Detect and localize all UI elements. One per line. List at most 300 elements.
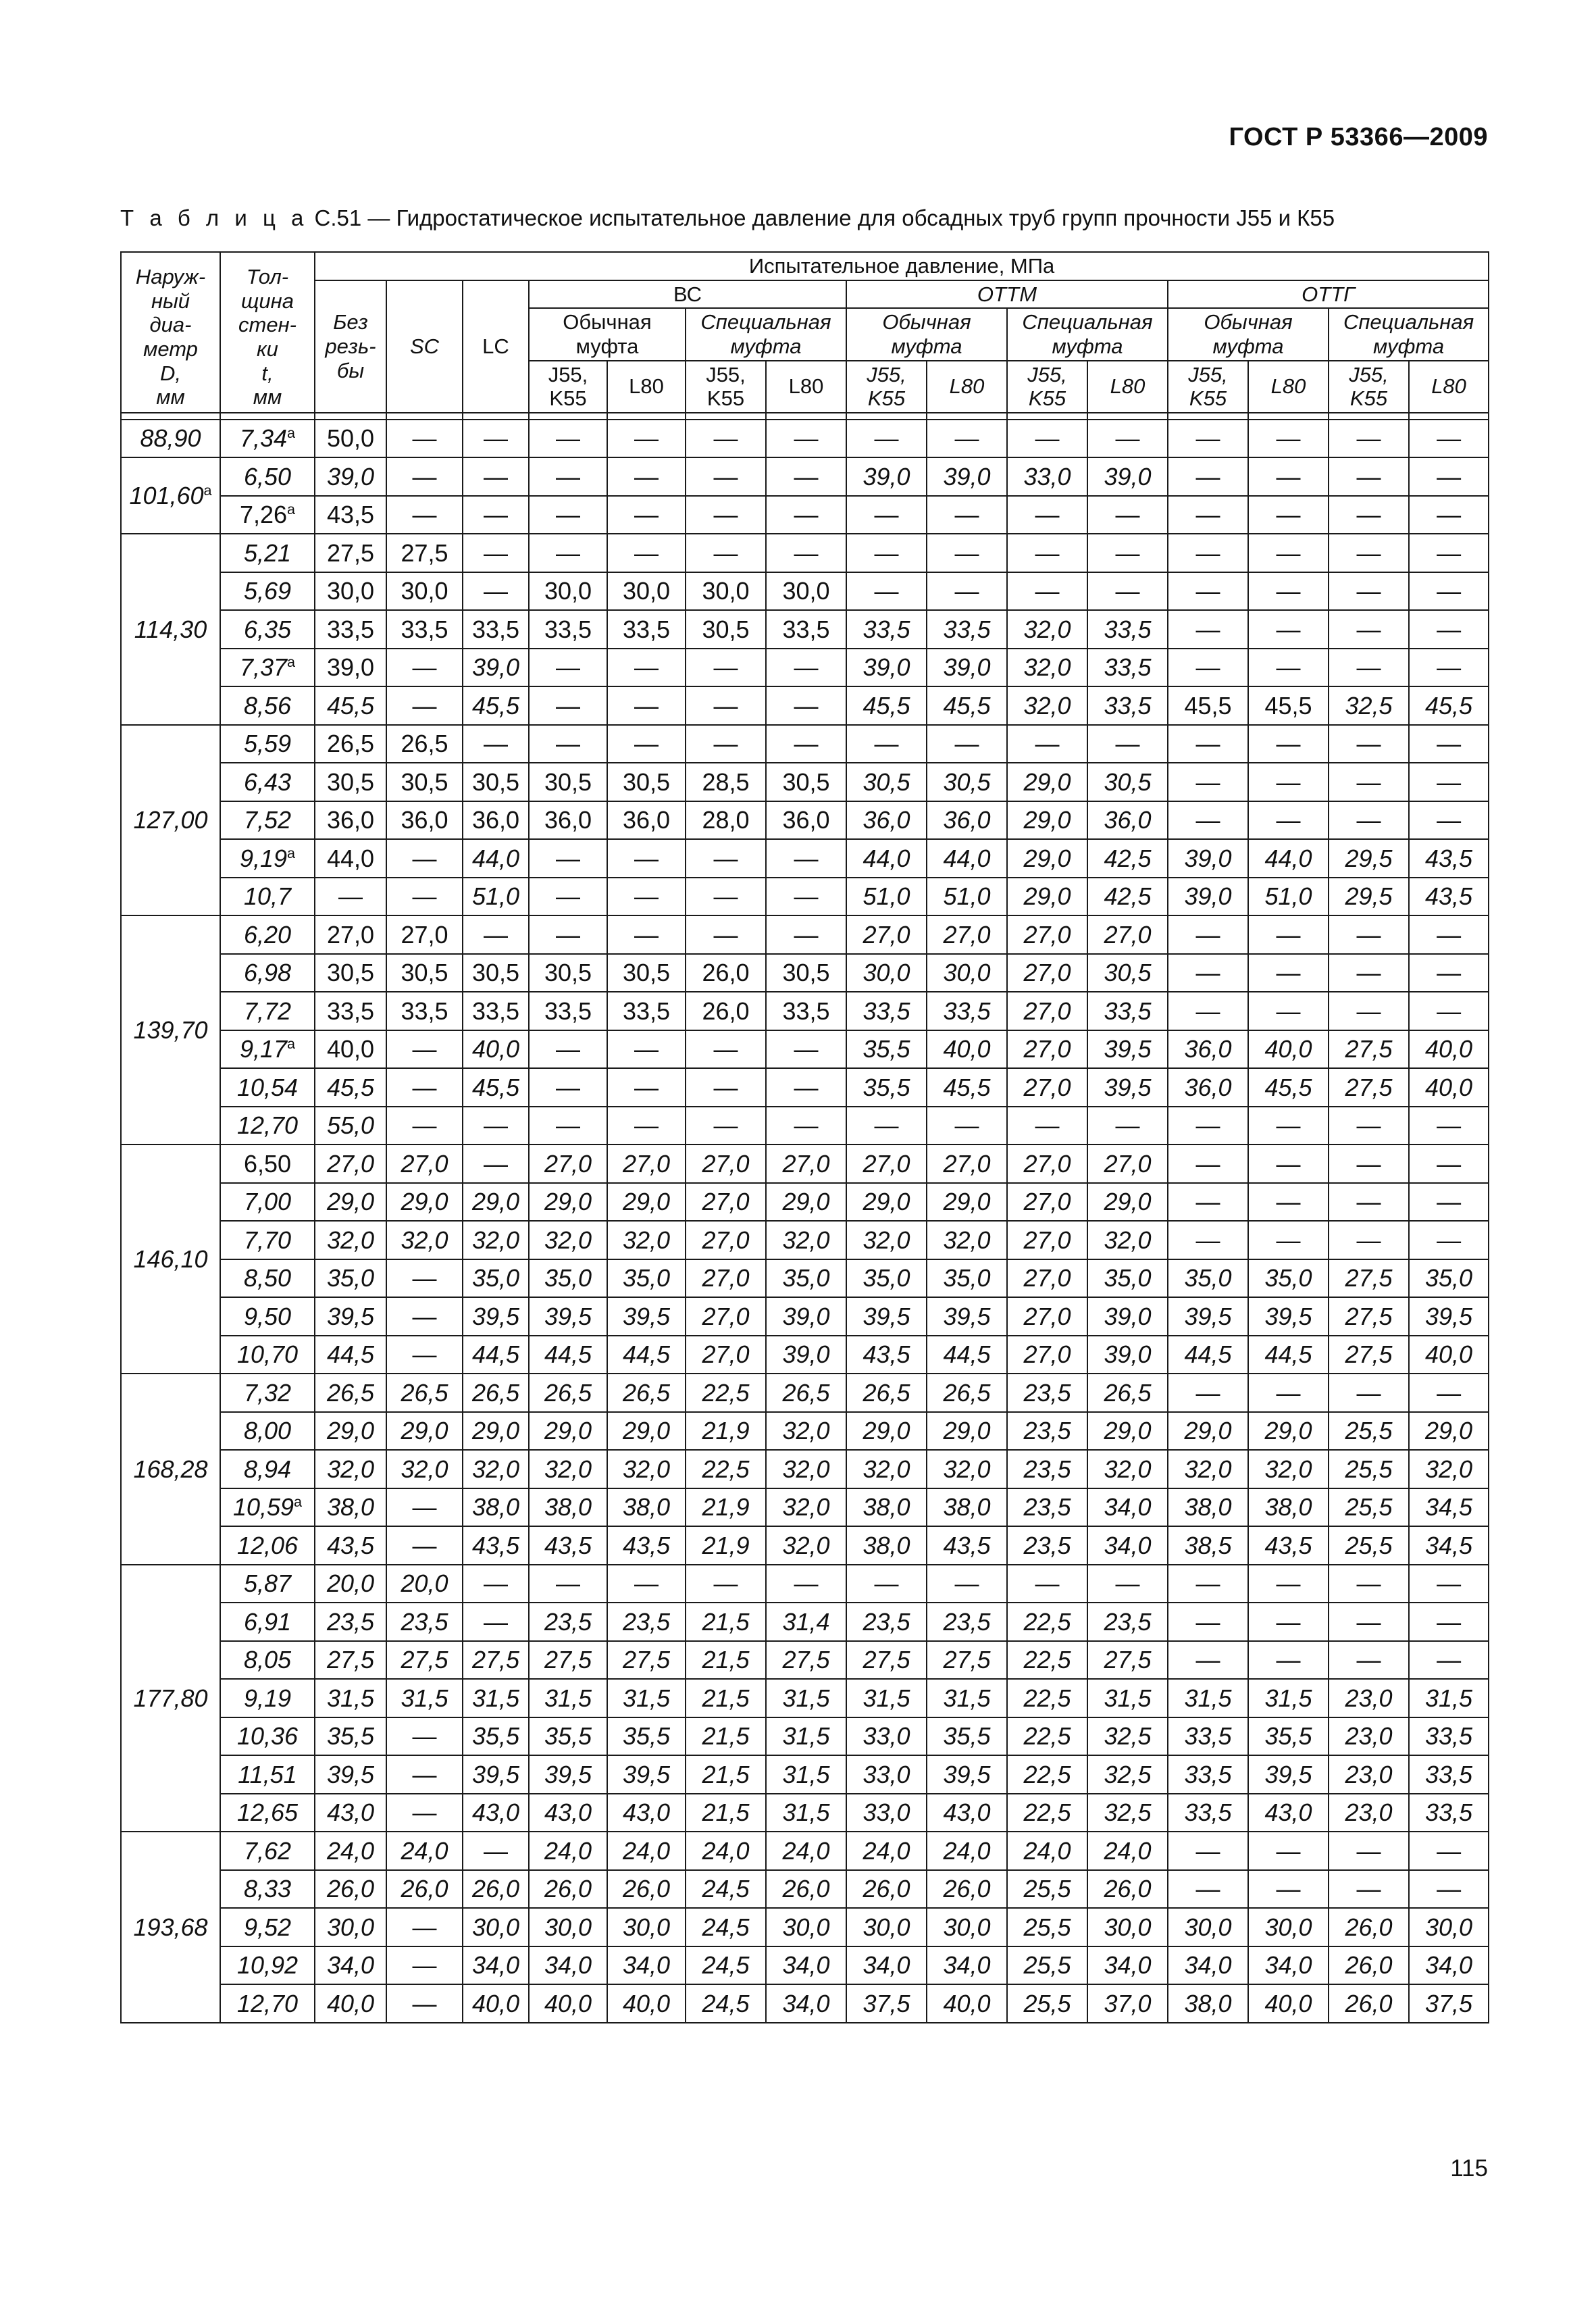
dash-cell: — bbox=[1409, 1221, 1489, 1259]
value-cell: 29,0 bbox=[1007, 763, 1087, 801]
header-grade-j55-k55: J55, K55 bbox=[686, 361, 766, 413]
dash-cell: — bbox=[1329, 725, 1409, 763]
dash-cell: — bbox=[1409, 496, 1489, 534]
thickness-cell: 7,00 bbox=[220, 1183, 315, 1222]
value-cell: 39,5 bbox=[529, 1297, 607, 1336]
value-cell: 39,0 bbox=[315, 649, 386, 687]
dash-cell: — bbox=[529, 1107, 607, 1145]
value-cell: 35,0 bbox=[1087, 1259, 1168, 1298]
value-cell: 23,5 bbox=[1007, 1450, 1087, 1488]
value-cell: 27,5 bbox=[607, 1641, 686, 1680]
value-cell: 22,5 bbox=[1007, 1679, 1087, 1717]
value-cell: 26,5 bbox=[927, 1374, 1007, 1412]
dash-cell: — bbox=[607, 649, 686, 687]
dash-cell: — bbox=[766, 534, 846, 572]
value-cell: 31,5 bbox=[766, 1755, 846, 1794]
value-cell: 22,5 bbox=[1007, 1641, 1087, 1680]
value-cell: 25,5 bbox=[1329, 1526, 1409, 1565]
table-row bbox=[121, 1870, 1489, 1909]
value-cell: 24,5 bbox=[686, 1870, 766, 1909]
value-cell: 39,5 bbox=[1248, 1755, 1329, 1794]
value-cell: 43,0 bbox=[927, 1794, 1007, 1832]
dash-cell: — bbox=[686, 878, 766, 916]
footnote-mark: а bbox=[287, 501, 296, 518]
value-cell: 30,0 bbox=[607, 1908, 686, 1946]
dash-cell: — bbox=[607, 878, 686, 916]
value-cell: 39,5 bbox=[1168, 1297, 1248, 1336]
diameter-cell: 168,28 bbox=[121, 1374, 220, 1565]
dash-cell: — bbox=[1168, 610, 1248, 649]
dash-cell: — bbox=[1087, 1107, 1168, 1145]
value-cell: 23,5 bbox=[1007, 1526, 1087, 1565]
value-cell: 27,0 bbox=[607, 1145, 686, 1183]
value-cell: 44,5 bbox=[1248, 1336, 1329, 1374]
value-cell: 43,5 bbox=[529, 1526, 607, 1565]
table-row bbox=[121, 1488, 1489, 1527]
value-cell: 27,0 bbox=[686, 1183, 766, 1222]
value-cell: 39,0 bbox=[846, 457, 927, 496]
dash-cell: — bbox=[386, 1488, 463, 1527]
thickness-cell: $7,37^а$ bbox=[220, 649, 315, 687]
footnote-mark: а bbox=[203, 481, 212, 499]
value-cell: 38,0 bbox=[529, 1488, 607, 1527]
value-cell: 36,0 bbox=[463, 801, 529, 840]
table-row bbox=[121, 1183, 1489, 1222]
value-cell: 23,0 bbox=[1329, 1755, 1409, 1794]
value-cell: 24,5 bbox=[686, 1908, 766, 1946]
dash-cell: — bbox=[1087, 725, 1168, 763]
dash-cell: — bbox=[386, 1946, 463, 1985]
value-cell: 30,0 bbox=[927, 954, 1007, 992]
header-ottg-special: Специальная муфта bbox=[1329, 308, 1489, 360]
dash-cell: — bbox=[1248, 1145, 1329, 1183]
table-row bbox=[121, 649, 1489, 687]
header-grade-j55-k55: J55, K55 bbox=[1168, 361, 1248, 413]
value-cell: 26,0 bbox=[1329, 1946, 1409, 1985]
value-cell: 26,0 bbox=[607, 1870, 686, 1909]
table-row bbox=[121, 1717, 1489, 1756]
dash-cell: — bbox=[386, 1717, 463, 1756]
value-cell: 32,0 bbox=[607, 1450, 686, 1488]
dash-cell: — bbox=[1248, 1374, 1329, 1412]
value-cell: 25,5 bbox=[1329, 1488, 1409, 1527]
dash-cell: — bbox=[766, 878, 846, 916]
value-cell: 34,0 bbox=[1087, 1488, 1168, 1527]
value-cell: 26,0 bbox=[686, 992, 766, 1030]
value-cell: 30,0 bbox=[846, 954, 927, 992]
thickness-cell: 5,69 bbox=[220, 572, 315, 611]
dash-cell: — bbox=[1087, 496, 1168, 534]
header-ottg-regular: Обычная муфта bbox=[1168, 308, 1329, 360]
dash-cell: — bbox=[386, 1297, 463, 1336]
dash-cell: — bbox=[607, 1030, 686, 1069]
dash-cell: — bbox=[1329, 1221, 1409, 1259]
thickness-cell: 10,54 bbox=[220, 1068, 315, 1107]
header-grade-j55-k55: J55, K55 bbox=[529, 361, 607, 413]
value-cell: 32,0 bbox=[846, 1221, 927, 1259]
value-cell: 39,0 bbox=[1087, 1297, 1168, 1336]
value-cell: 40,0 bbox=[927, 1984, 1007, 2023]
dash-cell: — bbox=[1087, 420, 1168, 458]
dash-cell: — bbox=[1168, 457, 1248, 496]
dash-cell: — bbox=[607, 457, 686, 496]
table-row bbox=[121, 572, 1489, 611]
dash-cell: — bbox=[1409, 1641, 1489, 1680]
value-cell: 23,0 bbox=[1329, 1679, 1409, 1717]
value-cell: 43,0 bbox=[463, 1794, 529, 1832]
value-cell: 39,0 bbox=[766, 1297, 846, 1336]
dash-cell: — bbox=[846, 534, 927, 572]
value-cell: 35,0 bbox=[1248, 1259, 1329, 1298]
value-cell: 23,0 bbox=[1329, 1794, 1409, 1832]
value-cell: 30,5 bbox=[463, 954, 529, 992]
table-body bbox=[121, 413, 1489, 2023]
dash-cell: — bbox=[386, 1755, 463, 1794]
table-row bbox=[121, 1832, 1489, 1870]
dash-cell: — bbox=[529, 649, 607, 687]
table-row bbox=[121, 1450, 1489, 1488]
dash-cell: — bbox=[386, 878, 463, 916]
value-cell: 33,5 bbox=[927, 610, 1007, 649]
value-cell: 30,5 bbox=[463, 763, 529, 801]
dash-cell: — bbox=[529, 915, 607, 954]
dash-cell: — bbox=[463, 457, 529, 496]
header-grade-j55-k55: J55, K55 bbox=[1329, 361, 1409, 413]
value-cell: 30,5 bbox=[1087, 763, 1168, 801]
value-cell: 30,0 bbox=[463, 1908, 529, 1946]
value-cell: 35,5 bbox=[315, 1717, 386, 1756]
value-cell: 39,5 bbox=[1248, 1297, 1329, 1336]
value-cell: 35,5 bbox=[1248, 1717, 1329, 1756]
value-cell: 31,5 bbox=[846, 1679, 927, 1717]
header-grade-j55-k55: J55, K55 bbox=[846, 361, 927, 413]
value-cell: 30,5 bbox=[386, 954, 463, 992]
dash-cell: — bbox=[1409, 725, 1489, 763]
value-cell: 45,5 bbox=[927, 1068, 1007, 1107]
dash-cell: — bbox=[927, 725, 1007, 763]
thickness-cell: 12,06 bbox=[220, 1526, 315, 1565]
value-cell: 25,5 bbox=[1329, 1450, 1409, 1488]
value-cell: 33,5 bbox=[1087, 686, 1168, 725]
dash-cell: — bbox=[686, 457, 766, 496]
dash-cell: — bbox=[607, 1107, 686, 1145]
table-row bbox=[121, 1755, 1489, 1794]
diameter-cell: 146,10 bbox=[121, 1145, 220, 1374]
value-cell: 30,0 bbox=[386, 572, 463, 611]
dash-cell: — bbox=[1087, 572, 1168, 611]
value-cell: 39,0 bbox=[315, 457, 386, 496]
value-cell: 38,0 bbox=[463, 1488, 529, 1527]
value-cell: 27,0 bbox=[1007, 954, 1087, 992]
dash-cell: — bbox=[686, 1068, 766, 1107]
dash-cell: — bbox=[1248, 992, 1329, 1030]
value-cell: 44,0 bbox=[315, 839, 386, 878]
value-cell: 32,0 bbox=[315, 1450, 386, 1488]
value-cell: 26,0 bbox=[1329, 1984, 1409, 2023]
dash-cell: — bbox=[463, 496, 529, 534]
dash-cell: — bbox=[463, 1832, 529, 1870]
value-cell: 39,5 bbox=[1087, 1068, 1168, 1107]
value-cell: 27,5 bbox=[1329, 1068, 1409, 1107]
value-cell: 29,0 bbox=[607, 1412, 686, 1451]
dash-cell: — bbox=[927, 420, 1007, 458]
dash-cell: — bbox=[927, 1107, 1007, 1145]
value-cell: 27,5 bbox=[1329, 1259, 1409, 1298]
table-row bbox=[121, 725, 1489, 763]
diameter-cell: 88,90 bbox=[121, 420, 220, 458]
value-cell: 26,5 bbox=[315, 725, 386, 763]
value-cell: 34,0 bbox=[766, 1946, 846, 1985]
value-cell: 24,0 bbox=[315, 1832, 386, 1870]
value-cell: 30,5 bbox=[766, 763, 846, 801]
value-cell: 43,5 bbox=[463, 1526, 529, 1565]
dash-cell: — bbox=[686, 420, 766, 458]
value-cell: 34,0 bbox=[315, 1946, 386, 1985]
value-cell: 24,0 bbox=[386, 1832, 463, 1870]
dash-cell: — bbox=[386, 420, 463, 458]
dash-cell: — bbox=[1168, 954, 1248, 992]
dash-cell: — bbox=[1329, 992, 1409, 1030]
thickness-cell: 6,50 bbox=[220, 1145, 315, 1183]
caption-label: Т а б л и ц а bbox=[120, 205, 309, 230]
dash-cell: — bbox=[1409, 1565, 1489, 1603]
thickness-cell: 12,70 bbox=[220, 1107, 315, 1145]
dash-cell: — bbox=[529, 534, 607, 572]
dash-cell: — bbox=[927, 572, 1007, 611]
thickness-cell: 8,00 bbox=[220, 1412, 315, 1451]
dash-cell: — bbox=[686, 1107, 766, 1145]
value-cell: 27,5 bbox=[386, 534, 463, 572]
dash-cell: — bbox=[1329, 1565, 1409, 1603]
dash-cell: — bbox=[1409, 420, 1489, 458]
dash-cell: — bbox=[1168, 801, 1248, 840]
diameter-cell: 139,70 bbox=[121, 915, 220, 1145]
header-ottm-special: Специальная муфта bbox=[1007, 308, 1168, 360]
value-cell: 40,0 bbox=[927, 1030, 1007, 1069]
thickness-cell: 8,33 bbox=[220, 1870, 315, 1909]
header-grade-l80: L80 bbox=[607, 361, 686, 413]
dash-cell: — bbox=[1168, 534, 1248, 572]
value-cell: 39,0 bbox=[927, 649, 1007, 687]
dash-cell: — bbox=[1409, 610, 1489, 649]
value-cell: 36,0 bbox=[846, 801, 927, 840]
dash-cell: — bbox=[1248, 1832, 1329, 1870]
value-cell: 40,0 bbox=[463, 1984, 529, 2023]
header-grade-l80: L80 bbox=[1248, 361, 1329, 413]
value-cell: 39,5 bbox=[463, 1297, 529, 1336]
value-cell: 26,0 bbox=[529, 1870, 607, 1909]
value-cell: 26,0 bbox=[1329, 1908, 1409, 1946]
value-cell: 29,0 bbox=[846, 1183, 927, 1222]
table-row bbox=[121, 1221, 1489, 1259]
dash-cell: — bbox=[1248, 1870, 1329, 1909]
dash-cell: — bbox=[386, 1107, 463, 1145]
value-cell: 30,5 bbox=[766, 954, 846, 992]
value-cell: 33,5 bbox=[463, 610, 529, 649]
value-cell: 26,0 bbox=[846, 1870, 927, 1909]
value-cell: 29,0 bbox=[463, 1412, 529, 1451]
table-row bbox=[121, 1259, 1489, 1298]
value-cell: 27,0 bbox=[1007, 1259, 1087, 1298]
dash-cell: — bbox=[386, 839, 463, 878]
thickness-cell: 7,62 bbox=[220, 1832, 315, 1870]
dash-cell: — bbox=[686, 915, 766, 954]
value-cell: 39,5 bbox=[529, 1755, 607, 1794]
value-cell: 36,0 bbox=[927, 801, 1007, 840]
value-cell: 30,0 bbox=[315, 572, 386, 611]
value-cell: 30,5 bbox=[686, 610, 766, 649]
value-cell: 45,5 bbox=[846, 686, 927, 725]
value-cell: 36,0 bbox=[766, 801, 846, 840]
dash-cell: — bbox=[1168, 725, 1248, 763]
value-cell: 43,5 bbox=[315, 1526, 386, 1565]
value-cell: 33,5 bbox=[1168, 1717, 1248, 1756]
value-cell: 24,0 bbox=[1007, 1832, 1087, 1870]
dash-cell: — bbox=[927, 496, 1007, 534]
dash-cell: — bbox=[529, 420, 607, 458]
value-cell: 32,0 bbox=[846, 1450, 927, 1488]
value-cell: 31,5 bbox=[927, 1679, 1007, 1717]
value-cell: 25,5 bbox=[1007, 1984, 1087, 2023]
value-cell: 21,5 bbox=[686, 1794, 766, 1832]
value-cell: 35,0 bbox=[1168, 1259, 1248, 1298]
value-cell: 30,0 bbox=[1168, 1908, 1248, 1946]
value-cell: 37,5 bbox=[846, 1984, 927, 2023]
dash-cell: — bbox=[1329, 801, 1409, 840]
dash-cell: — bbox=[686, 686, 766, 725]
value-cell: 27,0 bbox=[1007, 1297, 1087, 1336]
value-cell: 44,5 bbox=[529, 1336, 607, 1374]
dash-cell: — bbox=[1168, 1221, 1248, 1259]
dash-cell: — bbox=[686, 1030, 766, 1069]
dash-cell: — bbox=[386, 1336, 463, 1374]
header-lc: LC bbox=[463, 280, 529, 413]
thickness-cell: 11,51 bbox=[220, 1755, 315, 1794]
header-diameter: Наруж- ный диа- метр D, мм bbox=[121, 252, 220, 413]
value-cell: 26,5 bbox=[386, 1374, 463, 1412]
value-cell: 30,0 bbox=[686, 572, 766, 611]
value-cell: 34,5 bbox=[1409, 1488, 1489, 1527]
value-cell: 33,5 bbox=[766, 610, 846, 649]
dash-cell: — bbox=[1329, 1145, 1409, 1183]
table-row bbox=[121, 801, 1489, 840]
dash-cell: — bbox=[386, 1526, 463, 1565]
value-cell: 35,0 bbox=[927, 1259, 1007, 1298]
value-cell: 29,0 bbox=[927, 1412, 1007, 1451]
value-cell: 33,0 bbox=[1007, 457, 1087, 496]
value-cell: 30,0 bbox=[1409, 1908, 1489, 1946]
table-row bbox=[121, 1641, 1489, 1680]
table-row bbox=[121, 1984, 1489, 2023]
dash-cell: — bbox=[1168, 763, 1248, 801]
value-cell: 31,4 bbox=[766, 1603, 846, 1641]
value-cell: 30,5 bbox=[927, 763, 1007, 801]
value-cell: 27,0 bbox=[686, 1145, 766, 1183]
value-cell: 32,0 bbox=[386, 1221, 463, 1259]
dash-cell: — bbox=[1329, 1374, 1409, 1412]
dash-cell: — bbox=[529, 1030, 607, 1069]
dash-cell: — bbox=[766, 1030, 846, 1069]
value-cell: 30,5 bbox=[1087, 954, 1168, 992]
value-cell: 45,5 bbox=[315, 1068, 386, 1107]
value-cell: 40,0 bbox=[315, 1030, 386, 1069]
dash-cell: — bbox=[1409, 1832, 1489, 1870]
value-cell: 35,0 bbox=[766, 1259, 846, 1298]
dash-cell: — bbox=[1168, 1107, 1248, 1145]
dash-cell: — bbox=[1329, 649, 1409, 687]
value-cell: 31,5 bbox=[766, 1794, 846, 1832]
value-cell: 24,0 bbox=[686, 1832, 766, 1870]
table-row bbox=[121, 1412, 1489, 1451]
value-cell: 45,5 bbox=[927, 686, 1007, 725]
value-cell: 27,0 bbox=[1087, 915, 1168, 954]
header-grade-l80: L80 bbox=[1087, 361, 1168, 413]
value-cell: 21,9 bbox=[686, 1526, 766, 1565]
value-cell: 35,0 bbox=[607, 1259, 686, 1298]
value-cell: 26,0 bbox=[386, 1870, 463, 1909]
dash-cell: — bbox=[1409, 1374, 1489, 1412]
value-cell: 29,0 bbox=[386, 1183, 463, 1222]
dash-cell: — bbox=[1168, 1145, 1248, 1183]
value-cell: 44,0 bbox=[846, 839, 927, 878]
header-grade-j55-k55: J55, K55 bbox=[1007, 361, 1087, 413]
dash-cell: — bbox=[686, 649, 766, 687]
table-row bbox=[121, 1107, 1489, 1145]
value-cell: 43,5 bbox=[315, 496, 386, 534]
footnote-mark: а bbox=[287, 844, 296, 861]
dash-cell: — bbox=[1329, 1603, 1409, 1641]
value-cell: 34,0 bbox=[766, 1984, 846, 2023]
value-cell: 33,5 bbox=[607, 992, 686, 1030]
value-cell: 32,0 bbox=[1409, 1450, 1489, 1488]
thickness-cell: 6,98 bbox=[220, 954, 315, 992]
value-cell: 27,0 bbox=[846, 915, 927, 954]
value-cell: 33,5 bbox=[927, 992, 1007, 1030]
header-grade-l80: L80 bbox=[927, 361, 1007, 413]
value-cell: 38,0 bbox=[1248, 1488, 1329, 1527]
value-cell: 38,0 bbox=[846, 1488, 927, 1527]
table-row bbox=[121, 878, 1489, 916]
page-number: 115 bbox=[1450, 2155, 1488, 2182]
header-grade-l80: L80 bbox=[766, 361, 846, 413]
table-row bbox=[121, 1297, 1489, 1336]
value-cell: 26,5 bbox=[463, 1374, 529, 1412]
value-cell: 32,0 bbox=[766, 1526, 846, 1565]
dash-cell: — bbox=[1248, 1565, 1329, 1603]
value-cell: 30,5 bbox=[315, 954, 386, 992]
value-cell: 30,0 bbox=[766, 572, 846, 611]
dash-cell: — bbox=[1168, 1603, 1248, 1641]
value-cell: 33,5 bbox=[315, 992, 386, 1030]
thickness-cell: 7,70 bbox=[220, 1221, 315, 1259]
value-cell: 26,5 bbox=[315, 1374, 386, 1412]
header-thickness: Тол- щина стен- ки t, мм bbox=[220, 252, 315, 413]
value-cell: 34,0 bbox=[1168, 1946, 1248, 1985]
dash-cell: — bbox=[1168, 1832, 1248, 1870]
value-cell: 43,0 bbox=[315, 1794, 386, 1832]
value-cell: 34,5 bbox=[1409, 1526, 1489, 1565]
value-cell: 51,0 bbox=[1248, 878, 1329, 916]
table-row bbox=[121, 610, 1489, 649]
dash-cell: — bbox=[1007, 534, 1087, 572]
value-cell: 32,0 bbox=[766, 1412, 846, 1451]
value-cell: 26,0 bbox=[463, 1870, 529, 1909]
table-row bbox=[121, 1068, 1489, 1107]
dash-cell: — bbox=[766, 686, 846, 725]
dash-cell: — bbox=[1329, 496, 1409, 534]
table-row bbox=[121, 763, 1489, 801]
value-cell: 55,0 bbox=[315, 1107, 386, 1145]
